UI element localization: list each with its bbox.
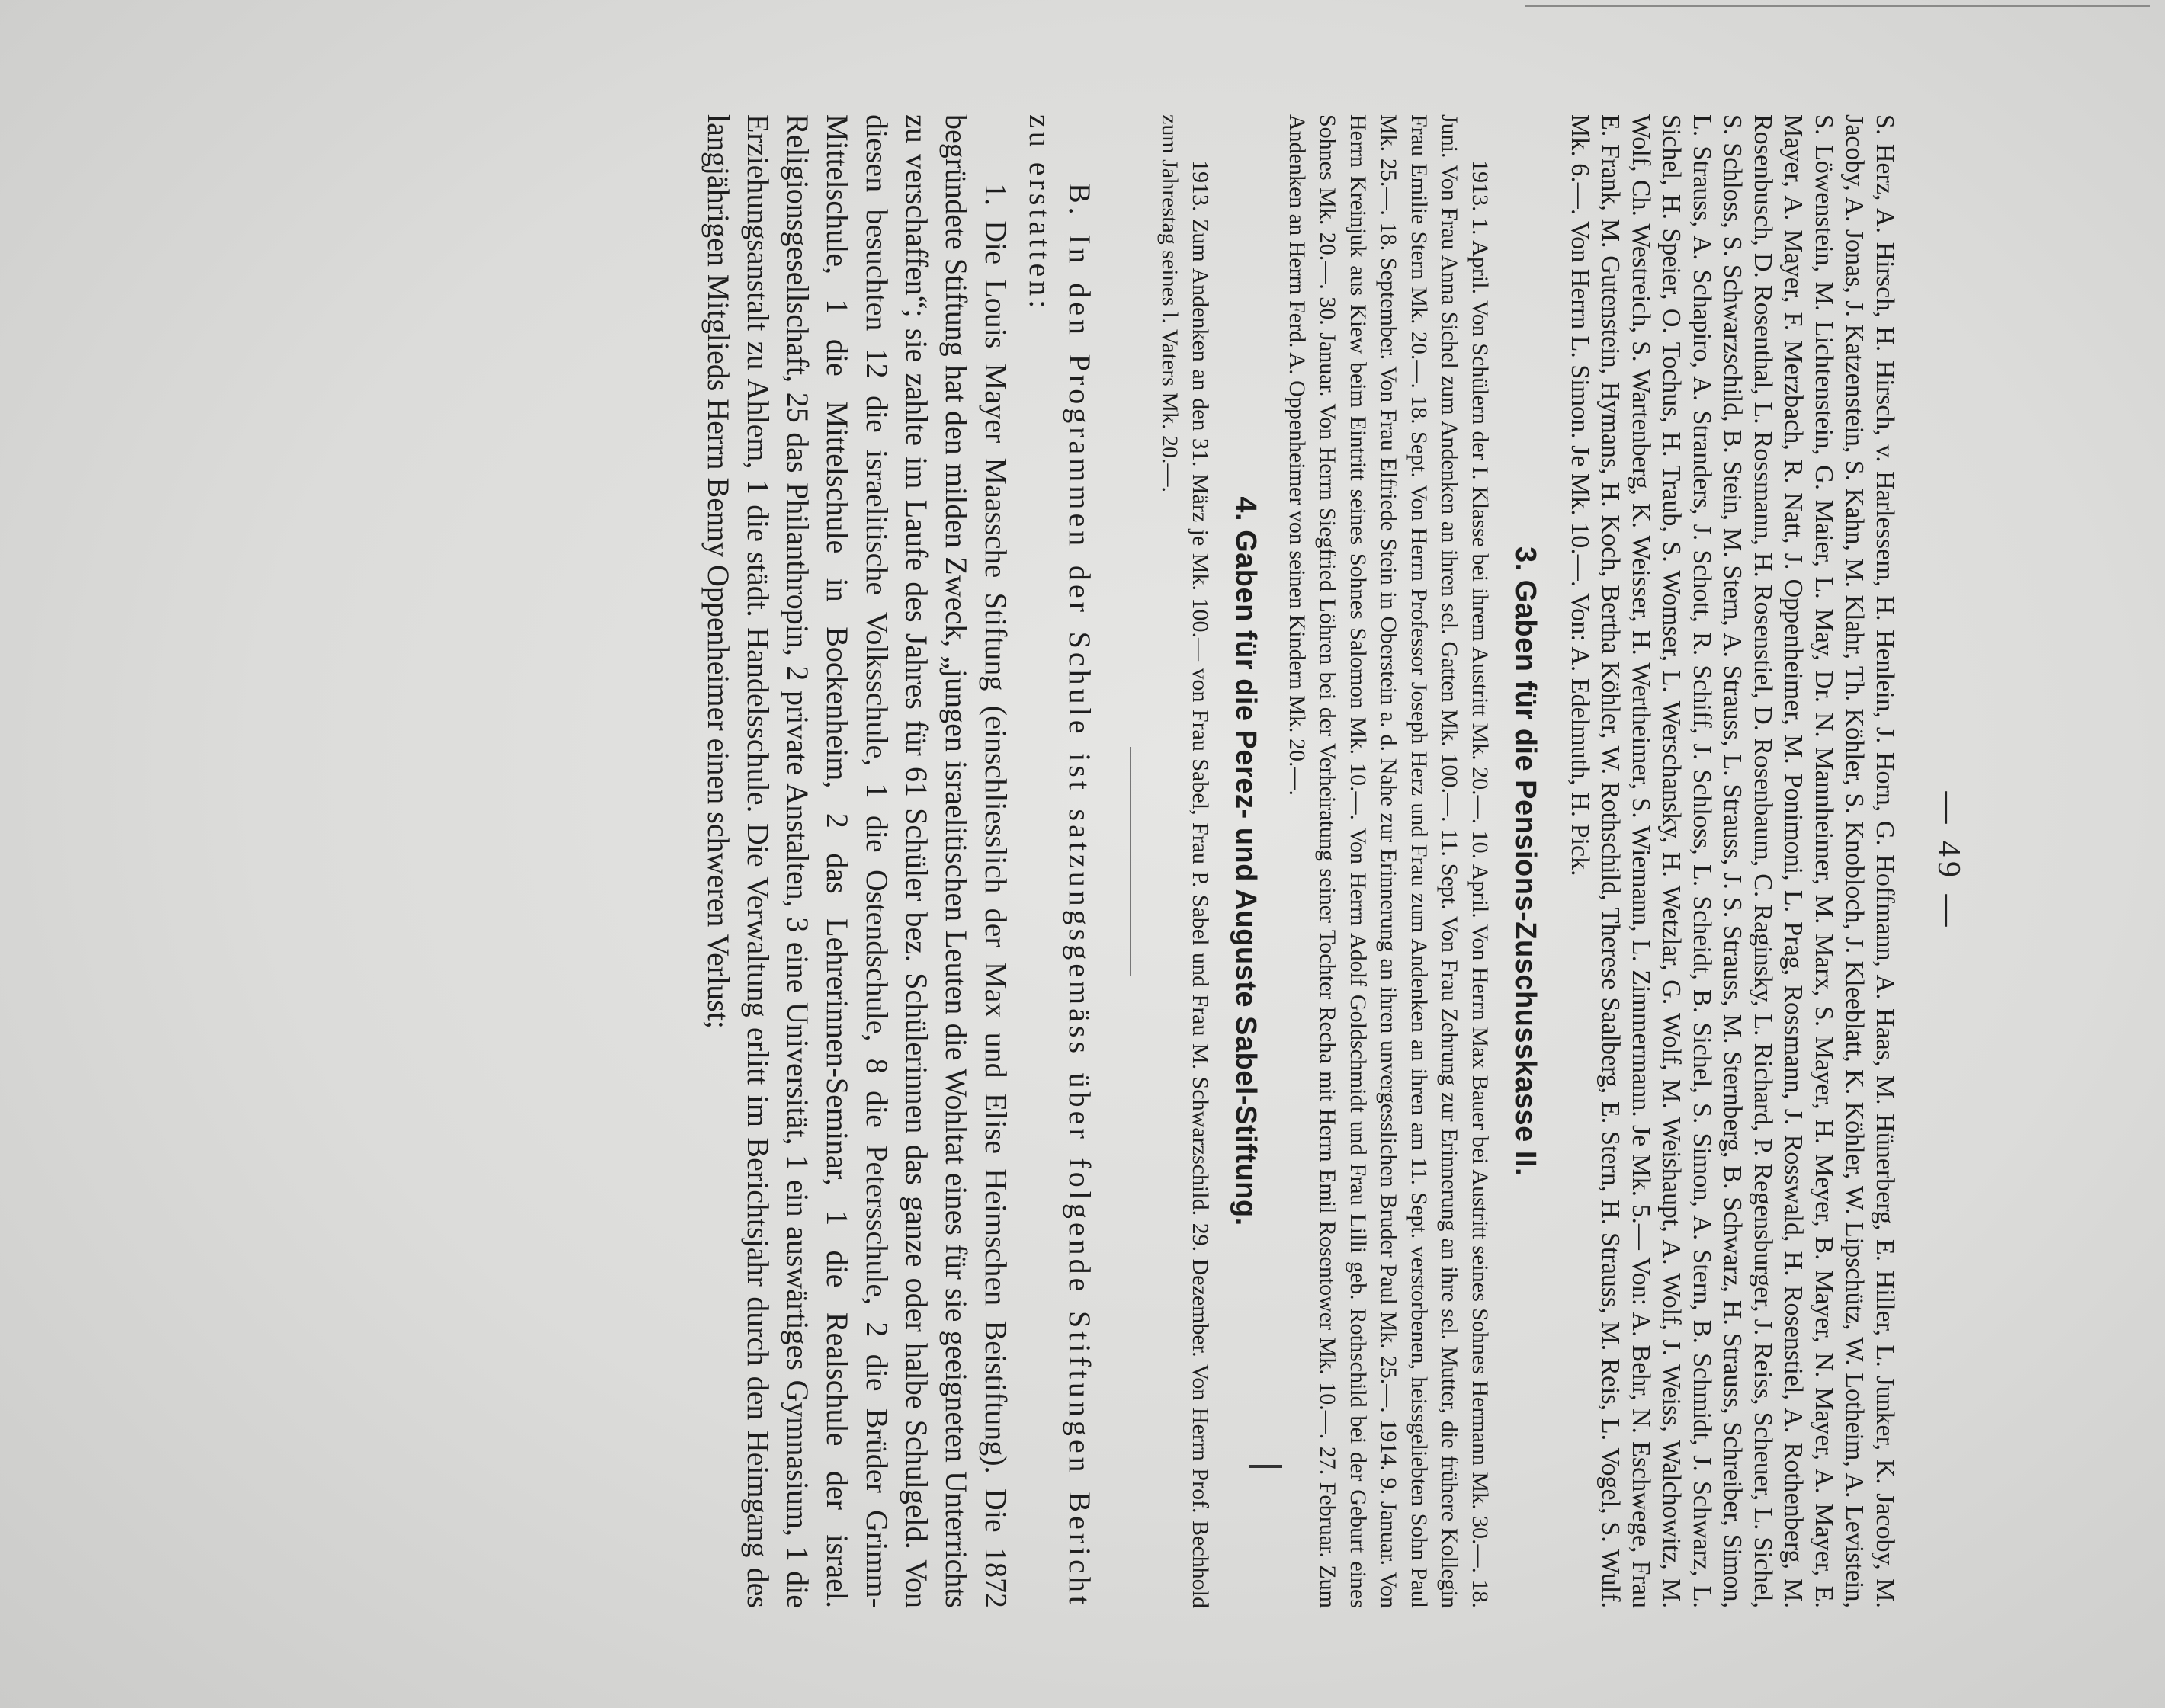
section-3-heading: 3. Gaben für die Pensions-Zuschusskasse II. (1509, 546, 1541, 1177)
section-b-paragraph: 1. Die Louis Mayer Maassche Stiftung (einschliesslich der Max und Elise Heimschen Beistiftung). Die 1872 begründete Stiftung hat den milden Zweck, „jungen israelitischen Leuten die Wohltat eines für sie geeigneten Unterrichts zu verschaffen“; sie zahlte im Laufe des Jahres für 61 Schüler bez. Schülerinnen das ganze oder halbe Schulgeld. Von diesen besuchten 12 die israelitische Volksschule, 1 die Ostendschule, 8 die Petersschule, 2 die Brüder Grimm-Mittelschule, 1 die Mittelschule in Bockenheim, 2 das Lehrerinnen-Seminar, 1 die Realschule der israel. Religionsgesellschaft, 25 das Philanthropin, 2 private Anstalten, 3 eine Universität, 1 ein auswärtiges Gymnasium, 1 die Erziehungsanstalt zu Ahlem, 1 die städt. Handelsschule. Die Verwaltung erlitt im Berichtsjahr durch den Heimgang des langjährigen Mitglieds Herrn Benny Oppenheimer einen schweren Verlust; (701, 114, 1013, 1608)
scan-edge-line (1525, 5, 2150, 7)
rotated-page-content (213, 114, 1967, 1608)
section-4-heading: 4. Gaben für die Perez- und Auguste Sabel-Stiftung. (1230, 496, 1262, 1226)
donor-list: S. Herz, A. Hirsch, H. Hirsch, v. Harlessem, H. Henlein, J. Horn, G. Hoffmann, A. Haas, M. Hünerberg, E. Hiller, L. Junker, K. Jacoby, M. Jacoby, A. Jonas, J. Katzenstein, S. Kahn, M. Klahr, Th. Köhler, S. Knobloch, J. Kleeblatt, K. Köhler, W. Lipschütz, W. Lotheim, A. Levistein, S. Löwenstein, M. Lichtenstein, G. Maier, L. May, Dr. N. Mannheimer, M. Marx, S. Mayer, H. Meyer, B. Mayer, N. Mayer, A. Mayer, E. Mayer, A. Mayer, F. Merzbach, R. Natt, J. Oppenheimer, M. Ponimoni, L. Prag, Rossmann, J. Rosswald, H. Rosenstiel, A. Rothenberg, M. Rosenbusch, D. Rosenthal, L. Rossmann, H. Rosenstiel, D. Rosenbaum, C. Raginsky, L. Richard, P. Regensburger, J. Reiss, Scheuer, L. Sichel, S. Schloss, S. Schwarzschild, B. Stein, M. Stern, A. Strauss, L. Strauss, J. S. Strauss, M. Sternberg, B. Schwarz, H. Strauss, Schreiber, Simon, L. Strauss, A. Schapiro, A. Stranders, J. Schott, R. Schiff, J. Schloss, L. Scheidt, B. Sichel, S. Simon, A. Stern, B. Schmidt, J. Schwarz, L. Sichel, H. Speier, O. Tochus, H. Traub, S. Womser, L. Werschansky, H. Wetzlar, G. Wolf, M. Weishaupt, A. Wolf, J. Weiss, Walchowitz, M. Wolf, Ch. Westreich, S. Wartenberg, K. Weisser, H. Wertheimer, S. Wiemann, L. Zimmermann. Je Mk. 5.— Von: A. Behr, N. Eschwege, Frau E. Frank, M. Gutenstein, Hymans, H. Koch, Bertha Köhler, W. Rothschild, Therese Saalberg, E. Stern, H. Strauss, M. Reis, L. Vogel, S. Wulf. Mk. 6.—. Von Herrn L. Simon. Je Mk. 10.—. Von: A. Edelmuth, H. Pick. (1566, 114, 1899, 1608)
section-divider (1130, 747, 1131, 976)
page-number: — 49 — (1931, 791, 1966, 931)
section-4-text: 1913. Zum Andenken an den 31. März je Mk. 100.— von Frau Sabel, Frau P. Sabel und Frau M. Schwarzschild. 29. Dezember. Von Herrn Prof. Bechhold zum Jahrestag seines l. Vaters Mk. 20.—. (1157, 114, 1213, 1608)
section-3-text: 1913. 1. April. Von Schülern der I. Klasse bei ihrem Austritt Mk. 20.—. 10. April. Von Herrn Max Bauer bei Austritt seines Sohnes Hermann Mk. 30.—. 18. Juni. Von Frau Anna Sichel zum Andenken an ihren sel. Gatten Mk. 100.—. 11. Sept. Von Frau Zehrung zur Erinnerung an ihre sel. Mutter, die frühere Kollegin Frau Emilie Stern Mk. 20.—. 18. Sept. Von Herrn Professor Joseph Herz und Frau zum Andenken an ihren am 11. Sept. verstorbenen, heissgeliebten Sohn Paul Mk. 25.—. 18. September. Von Frau Elfriede Stein in Oberstein a. d. Nahe zur Erinnerung an ihren unvergesslichen Bruder Paul Mk. 25.—. 1914. 9. Januar. Von Herrn Kreinjuk aus Kiew beim Eintritt seines Sohnes Salomon Mk. 10.—. Von Herrn Adolf Goldschmidt und Frau Lilli geb. Rothschild bei der Geburt eines Sohnes Mk. 20.—. 30. Januar. Von Herrn Siegfried Löhren bei der Verheiratung seiner Tochter Recha mit Herrn Emil Rosentower Mk. 10.—. 27. Februar. Zum Andenken an Herrn Ferd. A. Oppenheimer von seinen Kindern Mk. 20.—. (1285, 114, 1493, 1608)
section-b-intro: B. In den Programmen der Schule ist satzungsgemäss über folgende Stiftungen Bericht zu erstatten: (1023, 114, 1097, 1608)
